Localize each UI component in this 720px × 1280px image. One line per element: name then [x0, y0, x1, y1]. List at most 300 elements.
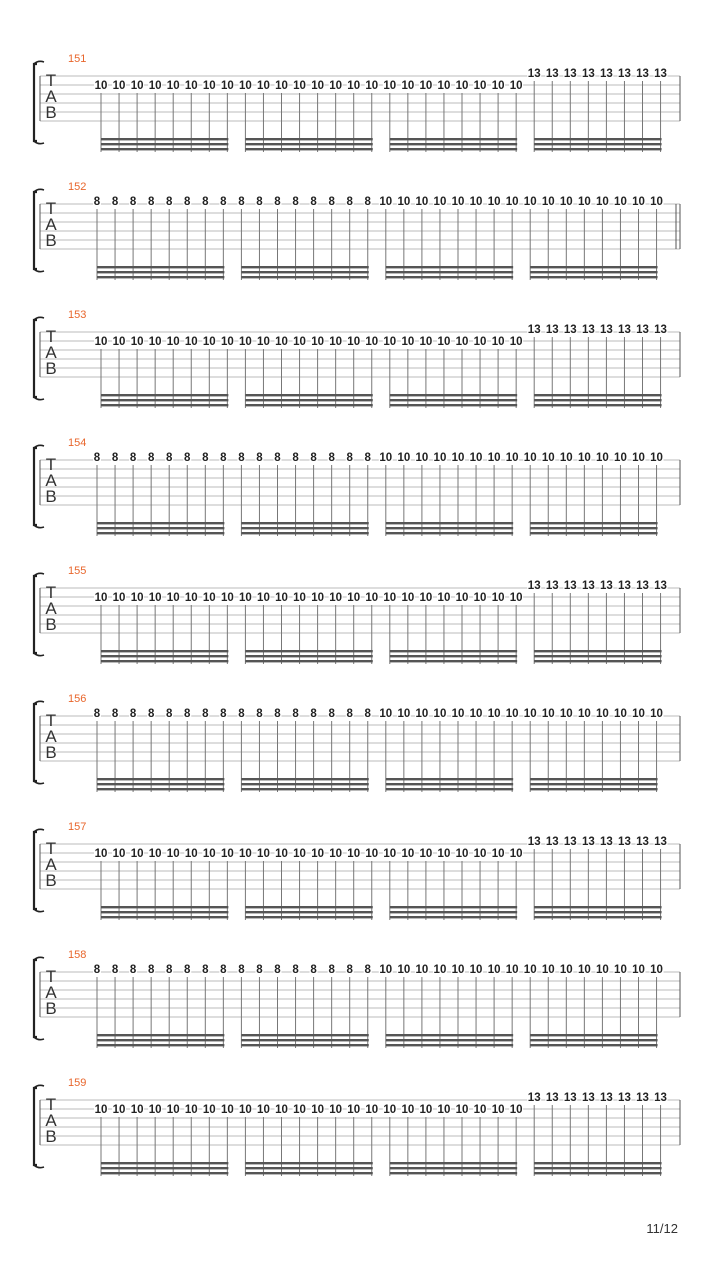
- fret-number: 8: [202, 964, 209, 976]
- beam: [386, 1039, 513, 1041]
- beam: [530, 1034, 657, 1036]
- fret-number: 10: [365, 336, 379, 348]
- bracket-hook-bottom: [34, 141, 44, 144]
- fret-number: 10: [184, 336, 198, 348]
- tab-clef-letter: B: [45, 231, 57, 250]
- beam: [534, 906, 661, 908]
- fret-number: 10: [509, 1104, 523, 1116]
- fret-number: 10: [220, 80, 234, 92]
- beam: [97, 527, 224, 529]
- fret-number: 13: [618, 836, 631, 848]
- fret-number: 13: [527, 580, 541, 592]
- fret-number: 10: [650, 196, 663, 208]
- fret-number: 10: [469, 964, 483, 976]
- beam: [530, 1039, 657, 1041]
- beam: [241, 783, 368, 785]
- fret-number: 10: [433, 964, 447, 976]
- beam: [101, 148, 228, 150]
- beam: [241, 532, 368, 534]
- fret-number: 10: [437, 80, 451, 92]
- fret-number: 10: [383, 592, 397, 604]
- fret-number: 10: [632, 452, 645, 464]
- fret-number: 10: [419, 592, 433, 604]
- beam: [530, 532, 657, 534]
- fret-number: 10: [365, 80, 379, 92]
- fret-number: 10: [293, 592, 306, 604]
- fret-number: 10: [433, 196, 447, 208]
- fret-number: 10: [383, 848, 397, 860]
- fret-number: 8: [202, 196, 209, 208]
- beam: [241, 527, 368, 529]
- bracket-hook-bottom: [34, 397, 44, 400]
- bracket-hook-bottom: [34, 1165, 44, 1168]
- fret-number: 13: [600, 1092, 613, 1104]
- fret-number: 8: [220, 452, 227, 464]
- fret-number: 8: [292, 964, 299, 976]
- beam: [386, 532, 513, 534]
- fret-number: 10: [347, 80, 361, 92]
- system-bracket: [34, 64, 37, 141]
- fret-number: 10: [632, 708, 645, 720]
- fret-number: 10: [184, 1104, 198, 1116]
- fret-number: 10: [650, 452, 663, 464]
- fret-number: 10: [505, 196, 519, 208]
- system-bracket: [34, 448, 37, 525]
- beam: [97, 266, 224, 268]
- beam: [245, 399, 372, 401]
- tab-clef-letter: T: [45, 711, 57, 730]
- fret-number: 10: [94, 336, 108, 348]
- beam: [97, 522, 224, 524]
- tab-clef-letter: B: [45, 743, 57, 762]
- fret-number: 10: [112, 848, 126, 860]
- beam: [530, 788, 657, 790]
- beam: [101, 399, 228, 401]
- fret-number: 10: [577, 196, 591, 208]
- beam: [386, 522, 513, 524]
- beam: [241, 778, 368, 780]
- fret-number: 8: [184, 196, 191, 208]
- fret-number: 8: [292, 452, 299, 464]
- beam: [390, 660, 517, 662]
- bracket-hook-top: [34, 957, 44, 960]
- fret-number: 8: [292, 708, 299, 720]
- bracket-hook-top: [34, 829, 44, 832]
- fret-number: 10: [614, 196, 627, 208]
- beam: [97, 271, 224, 273]
- fret-number: 8: [238, 452, 245, 464]
- fret-number: 13: [636, 580, 649, 592]
- fret-number: 10: [239, 592, 252, 604]
- fret-number: 13: [527, 68, 541, 80]
- fret-number: 10: [419, 80, 433, 92]
- fret-number: 10: [473, 848, 487, 860]
- fret-number: 10: [473, 336, 487, 348]
- fret-number: 13: [581, 836, 595, 848]
- fret-number: 10: [401, 80, 415, 92]
- bracket-hook-top: [34, 189, 44, 192]
- fret-number: 10: [112, 336, 126, 348]
- fret-number: 10: [239, 1104, 252, 1116]
- beam: [534, 660, 661, 662]
- fret-number: 8: [111, 196, 119, 208]
- beam: [390, 394, 517, 396]
- fret-number: 10: [202, 80, 216, 92]
- fret-number: 10: [347, 1104, 361, 1116]
- fret-number: 13: [545, 1092, 559, 1104]
- fret-number: 10: [293, 1104, 306, 1116]
- fret-number: 10: [112, 80, 126, 92]
- fret-number: 10: [433, 452, 447, 464]
- beam: [530, 783, 657, 785]
- beam: [97, 1034, 224, 1036]
- fret-number: 10: [491, 592, 505, 604]
- fret-number: 10: [632, 196, 645, 208]
- fret-number: 8: [111, 708, 119, 720]
- tab-clef-letter: A: [45, 87, 57, 106]
- fret-number: 8: [364, 196, 371, 208]
- fret-number: 10: [559, 708, 573, 720]
- fret-number: 13: [581, 324, 595, 336]
- beam: [101, 911, 228, 913]
- beam: [101, 655, 228, 657]
- fret-number: 8: [292, 196, 299, 208]
- beam: [390, 138, 517, 140]
- fret-number: 10: [239, 848, 252, 860]
- beam: [390, 916, 517, 918]
- fret-number: 10: [577, 452, 591, 464]
- fret-number: 8: [364, 708, 371, 720]
- fret-number: 13: [600, 580, 613, 592]
- beam: [97, 276, 224, 278]
- fret-number: 10: [148, 80, 162, 92]
- fret-number: 10: [329, 80, 343, 92]
- fret-number: 10: [469, 708, 483, 720]
- fret-number: 10: [130, 336, 144, 348]
- beam: [386, 778, 513, 780]
- system-bracket: [34, 192, 37, 269]
- beam: [241, 1034, 368, 1036]
- fret-number: 13: [563, 68, 577, 80]
- beam: [241, 276, 368, 278]
- fret-number: 8: [165, 708, 173, 720]
- beam: [390, 650, 517, 652]
- fret-number: 10: [505, 964, 519, 976]
- beam: [245, 404, 372, 406]
- bracket-hook-top: [34, 573, 44, 576]
- tab-clef-letter: T: [45, 1095, 57, 1114]
- beam: [97, 1044, 224, 1046]
- fret-number: 10: [220, 848, 234, 860]
- fret-number: 13: [618, 324, 631, 336]
- fret-number: 10: [437, 336, 451, 348]
- fret-number: 10: [650, 708, 663, 720]
- measure-number: 155: [68, 565, 87, 577]
- fret-number: 10: [148, 592, 162, 604]
- fret-number: 10: [397, 452, 411, 464]
- beam: [245, 138, 372, 140]
- fret-number: 10: [220, 592, 234, 604]
- fret-number: 10: [523, 196, 537, 208]
- fret-number: 10: [455, 592, 469, 604]
- tab-clef-letter: A: [45, 983, 57, 1002]
- fret-number: 10: [166, 80, 180, 92]
- bracket-hook-top: [34, 61, 44, 64]
- beam: [390, 399, 517, 401]
- beam: [97, 778, 224, 780]
- tab-clef-letter: T: [45, 839, 57, 858]
- tab-clef-letter: T: [45, 71, 57, 90]
- fret-number: 13: [527, 324, 541, 336]
- fret-number: 8: [328, 964, 335, 976]
- fret-number: 10: [487, 964, 501, 976]
- beam: [241, 1044, 368, 1046]
- measure-number: 152: [68, 181, 87, 193]
- tab-clef-letter: A: [45, 215, 57, 234]
- fret-number: 13: [563, 580, 577, 592]
- fret-number: 8: [310, 964, 317, 976]
- bracket-hook-bottom: [34, 525, 44, 528]
- fret-number: 10: [401, 336, 415, 348]
- fret-number: 10: [94, 848, 108, 860]
- beam: [245, 143, 372, 145]
- measure-number: 154: [68, 437, 87, 449]
- beam: [390, 1167, 517, 1169]
- fret-number: 10: [397, 964, 411, 976]
- fret-number: 8: [256, 708, 263, 720]
- fret-number: 10: [523, 452, 537, 464]
- fret-number: 10: [505, 452, 519, 464]
- tab-clef-letter: T: [45, 967, 57, 986]
- beam: [530, 266, 657, 268]
- fret-number: 8: [111, 964, 119, 976]
- tab-clef-letter: B: [45, 103, 57, 122]
- fret-number: 10: [505, 708, 519, 720]
- beam: [245, 906, 372, 908]
- fret-number: 10: [577, 964, 591, 976]
- fret-number: 10: [329, 336, 343, 348]
- measure-number: 157: [68, 821, 87, 833]
- fret-number: 10: [184, 80, 198, 92]
- bracket-hook-bottom: [34, 269, 44, 272]
- fret-number: 10: [184, 592, 198, 604]
- fret-number: 10: [487, 452, 501, 464]
- measure-number: 151: [68, 53, 87, 65]
- beam: [534, 138, 661, 140]
- fret-number: 10: [257, 1104, 270, 1116]
- fret-number: 8: [147, 964, 155, 976]
- fret-number: 10: [455, 80, 469, 92]
- fret-number: 13: [600, 68, 613, 80]
- fret-number: 10: [275, 336, 288, 348]
- fret-number: 8: [328, 452, 335, 464]
- beam: [245, 148, 372, 150]
- fret-number: 10: [614, 452, 627, 464]
- beam: [386, 276, 513, 278]
- fret-number: 10: [451, 708, 465, 720]
- beam: [245, 911, 372, 913]
- beam: [241, 522, 368, 524]
- fret-number: 10: [487, 708, 501, 720]
- fret-number: 10: [383, 80, 397, 92]
- fret-number: 10: [166, 592, 180, 604]
- fret-number: 8: [129, 196, 137, 208]
- fret-number: 10: [365, 592, 379, 604]
- fret-number: 8: [129, 452, 137, 464]
- beam: [245, 1167, 372, 1169]
- fret-number: 10: [239, 336, 252, 348]
- fret-number: 10: [166, 336, 180, 348]
- fret-number: 10: [202, 848, 216, 860]
- fret-number: 10: [220, 336, 234, 348]
- fret-number: 8: [364, 452, 371, 464]
- fret-number: 13: [545, 580, 559, 592]
- fret-number: 10: [275, 1104, 288, 1116]
- fret-number: 10: [451, 964, 465, 976]
- beam: [534, 1172, 661, 1174]
- measure-number: 158: [68, 949, 87, 961]
- fret-number: 10: [239, 80, 252, 92]
- fret-number: 10: [329, 592, 343, 604]
- fret-number: 8: [202, 452, 209, 464]
- fret-number: 8: [184, 964, 191, 976]
- beam: [390, 143, 517, 145]
- beam: [530, 271, 657, 273]
- fret-number: 10: [491, 848, 505, 860]
- beam: [534, 394, 661, 396]
- fret-number: 13: [563, 1092, 577, 1104]
- fret-number: 10: [523, 708, 537, 720]
- fret-number: 13: [581, 1092, 595, 1104]
- fret-number: 8: [93, 196, 101, 208]
- beam: [534, 1162, 661, 1164]
- fret-number: 10: [415, 708, 429, 720]
- tab-clef-letter: A: [45, 1111, 57, 1130]
- fret-number: 13: [545, 68, 559, 80]
- fret-number: 10: [437, 848, 451, 860]
- fret-number: 13: [654, 68, 667, 80]
- fret-number: 10: [275, 848, 288, 860]
- fret-number: 10: [559, 964, 573, 976]
- beam: [534, 1167, 661, 1169]
- fret-number: 8: [129, 708, 137, 720]
- fret-number: 10: [541, 964, 555, 976]
- beam: [530, 276, 657, 278]
- fret-number: 8: [256, 964, 263, 976]
- beam: [534, 404, 661, 406]
- fret-number: 10: [220, 1104, 234, 1116]
- fret-number: 10: [311, 80, 324, 92]
- system-bracket: [34, 960, 37, 1037]
- fret-number: 10: [311, 1104, 324, 1116]
- fret-number: 10: [311, 848, 324, 860]
- fret-number: 10: [415, 196, 429, 208]
- beam: [530, 527, 657, 529]
- system-bracket: [34, 576, 37, 653]
- beam: [241, 266, 368, 268]
- fret-number: 10: [379, 452, 393, 464]
- system-bracket: [34, 320, 37, 397]
- beam: [101, 394, 228, 396]
- fret-number: 10: [148, 336, 162, 348]
- fret-number: 10: [596, 452, 609, 464]
- fret-number: 10: [379, 964, 393, 976]
- bracket-hook-bottom: [34, 781, 44, 784]
- fret-number: 10: [311, 592, 324, 604]
- fret-number: 13: [654, 836, 667, 848]
- fret-number: 13: [563, 836, 577, 848]
- fret-number: 10: [433, 708, 447, 720]
- fret-number: 13: [636, 324, 649, 336]
- beam: [390, 655, 517, 657]
- fret-number: 13: [636, 836, 649, 848]
- beam: [245, 916, 372, 918]
- fret-number: 8: [346, 964, 353, 976]
- fret-number: 13: [545, 324, 559, 336]
- beam: [386, 1034, 513, 1036]
- fret-number: 10: [397, 708, 411, 720]
- beam: [245, 1162, 372, 1164]
- fret-number: 10: [469, 452, 483, 464]
- fret-number: 10: [257, 336, 270, 348]
- fret-number: 10: [379, 708, 393, 720]
- fret-number: 10: [455, 336, 469, 348]
- fret-number: 10: [491, 1104, 505, 1116]
- fret-number: 10: [383, 1104, 397, 1116]
- tab-clef-letter: A: [45, 855, 57, 874]
- beam: [386, 783, 513, 785]
- fret-number: 13: [600, 324, 613, 336]
- fret-number: 10: [94, 80, 108, 92]
- fret-number: 10: [473, 592, 487, 604]
- fret-number: 8: [346, 452, 353, 464]
- beam: [101, 143, 228, 145]
- fret-number: 10: [509, 80, 523, 92]
- fret-number: 8: [364, 964, 371, 976]
- fret-number: 10: [202, 1104, 216, 1116]
- fret-number: 10: [491, 80, 505, 92]
- beam: [530, 522, 657, 524]
- fret-number: 10: [202, 336, 216, 348]
- fret-number: 8: [274, 964, 281, 976]
- page-number: 11/12: [646, 1221, 678, 1236]
- fret-number: 13: [654, 324, 667, 336]
- bracket-hook-bottom: [34, 653, 44, 656]
- fret-number: 10: [130, 1104, 144, 1116]
- system-bracket: [34, 1088, 37, 1165]
- fret-number: 8: [238, 196, 245, 208]
- fret-number: 10: [596, 708, 609, 720]
- measure-number: 156: [68, 693, 87, 705]
- fret-number: 10: [455, 1104, 469, 1116]
- fret-number: 8: [256, 452, 263, 464]
- fret-number: 8: [328, 708, 335, 720]
- fret-number: 10: [275, 80, 288, 92]
- beam: [386, 527, 513, 529]
- beam: [386, 788, 513, 790]
- fret-number: 10: [451, 196, 465, 208]
- fret-number: 10: [437, 592, 451, 604]
- beam: [530, 1044, 657, 1046]
- fret-number: 8: [165, 964, 173, 976]
- fret-number: 10: [379, 196, 393, 208]
- beam: [386, 266, 513, 268]
- beam: [534, 143, 661, 145]
- fret-number: 10: [397, 196, 411, 208]
- beam: [241, 788, 368, 790]
- measure-number: 153: [68, 309, 87, 321]
- fret-number: 10: [293, 848, 306, 860]
